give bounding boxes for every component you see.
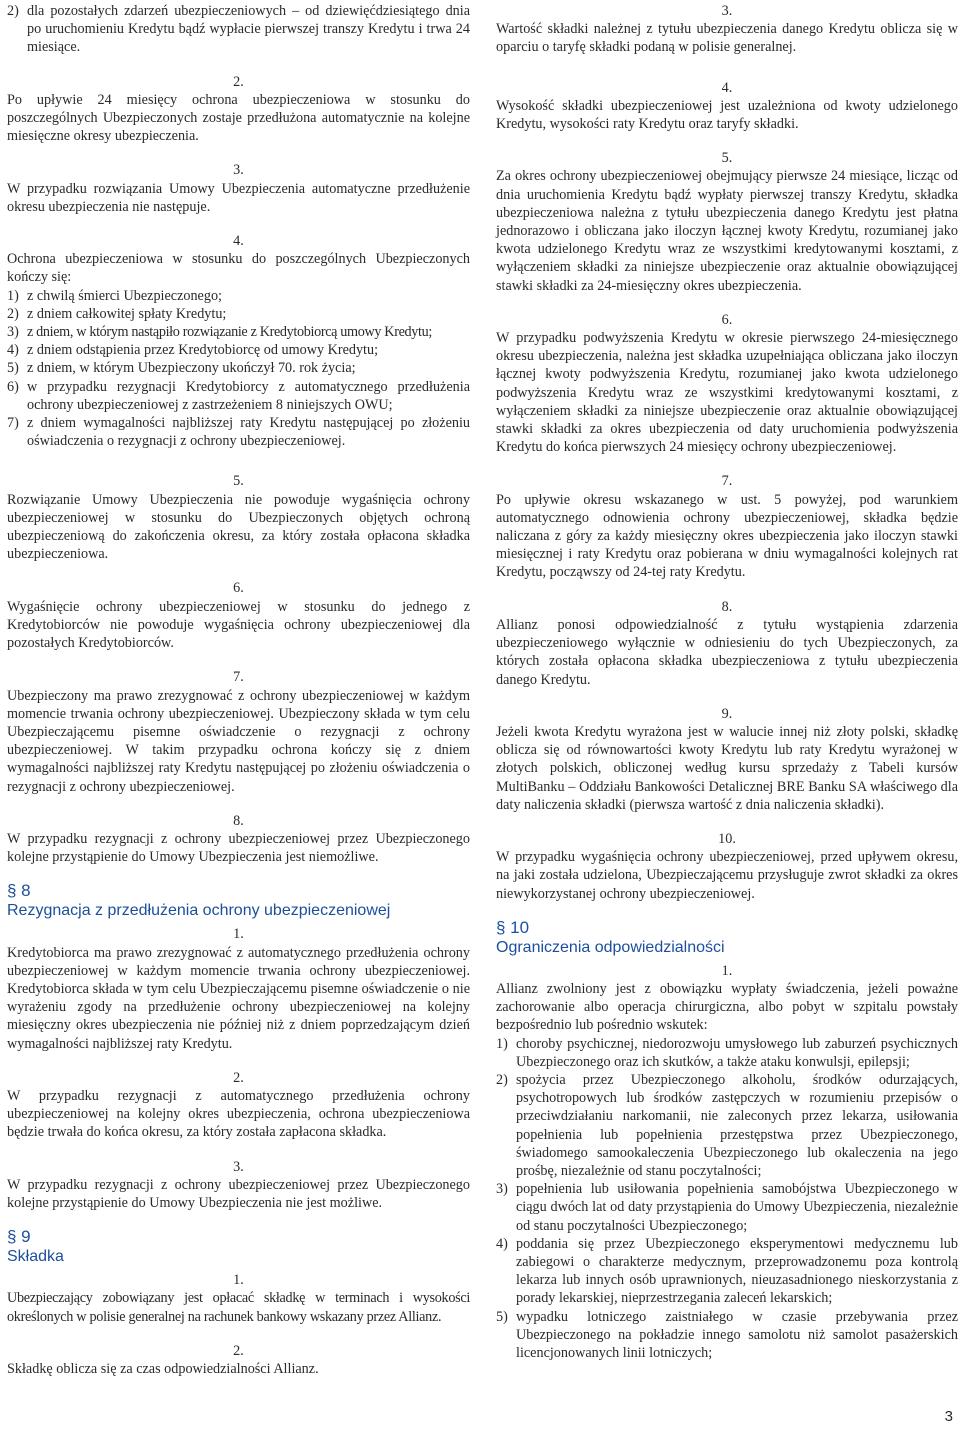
paragraph-text: W przypadku rezygnacji z ochrony ubezpieczeniowej przez Ubezpieczonego kolejne przystąpienie do Umowy Ubezpieczenia jest niemożliwe. <box>7 830 470 866</box>
paragraph-number: 9. <box>721 705 733 722</box>
item-text: z dniem wymagalności najbliższej raty Kredytu następującej po złożeniu oświadczenia o rezygnacji z ochrony ubezpieczeniowej. <box>27 415 470 450</box>
paragraph-text: Wysokość składki ubezpieczeniowej jest uzależniona od kwoty udzielonego Kredytu, wysokości raty Kredytu oraz taryfy składki. <box>496 97 958 133</box>
paragraph-text: Allianz zwolniony jest z obowiązku wypłaty świadczenia, jeżeli poważne zachorowanie albo operacja chirurgiczna, albo pobyt w szpitalu powstały bezpośrednio lub pośrednio wskutek: <box>496 980 958 1034</box>
paragraph-number: 1. <box>233 926 244 943</box>
paragraph-text: Allianz ponosi odpowiedzialność z tytułu wystąpienia zdarzenia ubezpieczeniowego wyłącznie w odniesieniu do tych Ubezpieczonych, za których została opłacona składka ubezpieczeniowa z tytułu ubezpieczenia danego Kredytu. <box>496 616 958 688</box>
section-heading <box>496 917 958 958</box>
paragraph <box>496 598 958 689</box>
list-item <box>7 341 470 359</box>
section-mark: § 8 <box>7 881 31 901</box>
paragraph-number: 1. <box>233 1272 244 1289</box>
list-item <box>496 1235 958 1308</box>
paragraph-number: 8. <box>233 812 244 829</box>
item-text: dla pozostałych zdarzeń ubezpieczeniowych – od dziewięćdziesiątego dnia po uruchomieniu Kredytu bądź wypłacie pierwszej transzy Kredytu i trwa 24 miesiące. <box>27 3 470 56</box>
paragraph <box>496 830 958 903</box>
item-marker: 2) <box>7 305 19 322</box>
left-column <box>7 2 470 1378</box>
list-item <box>7 287 470 305</box>
paragraph-number: 5. <box>721 150 733 167</box>
item-text: spożycia przez Ubezpieczonego alkoholu, środków odurzających, psychotropowych lub środków zastępczych w rozumieniu przepisów o przeciwdziałaniu narkomanii, nie zaleconych przez lekarza, usiłowania popełnienia lub popełnienia przestępstwa przez Ubezpieczonego, świadomego samookaleczenia Ubezpieczonego lub okaleczenia na jego prośbę, niezależnie od stanu poczytalności; <box>516 1071 958 1179</box>
paragraph-number: 3. <box>233 162 244 179</box>
paragraph-text: Składkę oblicza się za czas odpowiedzialności Allianz. <box>7 1360 319 1377</box>
item-text: choroby psychicznej, niedorozwoju umysłowego lub zaburzeń psychicznych Ubezpieczonego oraz ich skutków, a także ataku konwulsji, epilepsji; <box>516 1035 958 1070</box>
item-text: popełnienia lub usiłowania popełnienia samobójstwa Ubezpieczonego w ciągu dwóch lat od daty przystąpienia do Umowy Ubezpieczenia, niezależnie od stanu poczytalności Ubezpieczonego; <box>516 1181 958 1234</box>
paragraph <box>7 73 470 146</box>
page-number: 3 <box>944 1408 953 1425</box>
right-column <box>496 2 958 1362</box>
item-text: z dniem, w którym Ubezpieczony ukończył 70. rok życia; <box>27 360 356 377</box>
paragraph <box>7 1069 470 1142</box>
paragraph-number: 7. <box>233 669 244 686</box>
paragraph-text: Ochrona ubezpieczeniowa w stosunku do poszczególnych Ubezpieczonych kończy się: <box>7 251 470 286</box>
paragraph <box>7 1271 470 1326</box>
list-item <box>496 1308 958 1363</box>
paragraph <box>496 79 958 134</box>
list-item <box>7 359 470 377</box>
paragraph <box>496 149 958 295</box>
item-list <box>7 287 470 451</box>
item-text: z dniem odstąpienia przez Kredytobiorcę od umowy Kredytu; <box>27 342 379 359</box>
paragraph-text: Ubezpieczający zobowiązany jest opłacać składkę w terminach i wysokości określonych w polisie generalnej na rachunek bankowy wskazany przez Allianz. <box>7 1290 470 1325</box>
paragraph <box>496 311 958 457</box>
paragraph-text: Wartość składki należnej z tytułu ubezpieczenia danego Kredytu oblicza się w oparciu o taryfę składki podaną w polisie generalnej. <box>496 21 958 56</box>
section-heading <box>7 880 470 921</box>
paragraph <box>7 812 470 867</box>
paragraph <box>496 705 958 814</box>
list-item <box>496 1180 958 1235</box>
section-title: Ograniczenia odpowiedzialności <box>496 938 725 956</box>
paragraph-text: W przypadku rezygnacji z automatycznego przedłużenia ochrony ubezpieczeniowej na kolejny okres ubezpieczenia, ochrona ubezpieczeniowa będzie trwała do końca okresu, za który została zapłacona składka. <box>7 1087 470 1141</box>
paragraph-number: 4. <box>721 79 733 96</box>
item-text: z dniem całkowitej spłaty Kredytu; <box>27 305 227 322</box>
list-item <box>7 305 470 323</box>
paragraph-number: 5. <box>233 473 244 490</box>
paragraph <box>7 1158 470 1213</box>
paragraph-number: 2. <box>233 73 244 90</box>
paragraph <box>7 232 470 450</box>
paragraph <box>7 161 470 216</box>
item-marker: 4) <box>496 1235 508 1252</box>
paragraph-number: 6. <box>233 580 244 597</box>
paragraph <box>496 2 958 57</box>
item-marker: 2) <box>7 3 19 19</box>
item-text: w przypadku rezygnacji Kredytobiorcy z automatycznego przedłużenia ochrony ubezpieczeniowej z zastrzeżeniem 8 niniejszych OWU; <box>27 378 470 413</box>
list-item <box>7 378 470 414</box>
paragraph-text: W przypadku rozwiązania Umowy Ubezpieczenia automatyczne przedłużenie okresu ubezpieczenia nie następuje. <box>7 180 470 215</box>
section-mark: § 10 <box>496 917 530 937</box>
item-marker: 7) <box>7 415 19 432</box>
section-title: Składka <box>7 1248 64 1266</box>
item-marker: 1) <box>7 287 19 304</box>
list-item <box>496 1035 958 1071</box>
list-item <box>7 323 470 341</box>
section-mark: § 9 <box>7 1227 31 1247</box>
paragraph <box>7 472 470 563</box>
item-list <box>7 2 470 57</box>
item-marker: 3) <box>496 1181 508 1198</box>
paragraph <box>7 579 470 652</box>
list-item <box>496 1071 958 1180</box>
paragraph-text: W przypadku wygaśnięcia ochrony ubezpieczeniowej, przed upływem okresu, na jaki została udzielona, Ubezpieczającemu przysługuje zwrot składki za okres niewykorzystanej ochrony ubezpieczeniowej. <box>496 849 958 902</box>
list-item <box>7 414 470 450</box>
paragraph-number: 2. <box>233 1069 244 1086</box>
paragraph-number: 2. <box>233 1342 244 1359</box>
paragraph <box>496 962 958 1362</box>
paragraph <box>7 668 470 795</box>
paragraph-number: 3. <box>233 1158 244 1175</box>
paragraph-text: Jeżeli kwota Kredytu wyrażona jest w walucie innej niż złoty polski, składkę oblicza się od równowartości kwoty Kredytu lub raty Kredytu wyrażonej w złotych polskich, obliczonej według kursu sprzedaży z Tabeli kursów MultiBanku – Oddziału Bankowości Detalicznej BRE Banku SA właściwego dla daty naliczenia składki (pierwsza wartość z dnia naliczenia składki). <box>496 723 958 813</box>
paragraph <box>7 1342 470 1378</box>
item-marker: 3) <box>7 324 19 341</box>
paragraph-text: Wygaśnięcie ochrony ubezpieczeniowej w stosunku do jednego z Kredytobiorców nie powoduje wygaśnięcia ochrony ubezpieczeniowej dla pozostałych Kredytobiorców. <box>7 598 470 652</box>
paragraph-number: 4. <box>233 233 244 250</box>
paragraph-number: 8. <box>721 598 733 615</box>
item-text: poddania się przez Ubezpieczonego eksperymentowi medycznemu lub zabiegowi o charakterze medycznym, przeprowadzonemu poza kontrolą lekarza lub innych osób uprawnionych, nieuzasadnionego nieskorzystania z porady lekarskiej, nieprzestrzegania zaleceń lekarskich; <box>516 1235 958 1307</box>
item-text: z dniem, w którym nastąpiło rozwiązanie z Kredytobiorcą umowy Kredytu; <box>27 324 432 341</box>
paragraph-number: 10. <box>718 830 736 847</box>
paragraph-number: 1. <box>721 962 733 979</box>
paragraph-text: Po upływie okresu wskazanego w ust. 5 powyżej, pod warunkiem automatycznego odnowienia ochrony ubezpieczeniowej, składka będzie naliczana z góry za każdy miesięczny okres ubezpieczenia jako iloczyn stawki miesięcznej i raty Kredytu oraz pobierana w dniu wymagalności kolejnych rat Kredytu, począwszy od 24-tej raty Kredytu. <box>496 491 958 581</box>
item-text: z chwilą śmierci Ubezpieczonego; <box>27 287 222 304</box>
item-text: wypadku lotniczego zaistniałego w czasie przebywania przez Ubezpieczonego na pokładzie innego samolotu niż samolot pasażerskich licencjonowanych linii lotniczych; <box>516 1308 958 1361</box>
list-item <box>7 2 470 57</box>
paragraph-text: Za okres ochrony ubezpieczeniowej obejmujący pierwsze 24 miesiące, licząc od dnia uruchomienia Kredytu bądź wypłaty pierwszej transzy Kredytu, składka ubezpieczeniowa należna z tytułu ubezpieczenia danego Kredytu jest płatna jednorazowo i obliczana jako iloczyn łącznej kwoty Kredytu, rozumianej jako kwota udzielonego Kredytu wraz ze wszystkimi kredytowanymi kosztami, z wyłączeniem składki za niniejsze ubezpieczenie oraz aktualnie obowiązującej stawki składki za 24-miesięczny okres ubezpieczenia. <box>496 168 958 294</box>
item-list <box>496 1035 958 1363</box>
section-title: Rezygnacja z przedłużenia ochrony ubezpieczeniowej <box>7 902 391 920</box>
paragraph-number: 7. <box>721 473 733 490</box>
item-marker: 1) <box>496 1035 508 1052</box>
paragraph-text: Ubezpieczony ma prawo zrezygnować z ochrony ubezpieczeniowej w każdym momencie trwania ochrony ubezpieczeniowej. Ubezpieczony składa w tym celu Ubezpieczającemu pisemne oświadczenie o rezygnacji z ochrony ubezpieczeniowej. W takim przypadku ochrona kończy się z dniem wymagalności najbliższej raty Kredytu następującej po złożeniu oświadczenia o rezygnacji z ochrony ubezpieczeniowej. <box>7 687 470 795</box>
paragraph-number: 6. <box>721 311 733 328</box>
paragraph-text: Rozwiązanie Umowy Ubezpieczenia nie powoduje wygaśnięcia ochrony ubezpieczeniowej w stosunku do Ubezpieczonych objętych ochroną ubezpieczeniową do zakończenia okresu, za który została opłacona składka ubezpieczeniowa. <box>7 491 470 563</box>
paragraph <box>7 925 470 1052</box>
item-marker: 5) <box>7 360 19 377</box>
paragraph-text: W przypadku rezygnacji z ochrony ubezpieczeniowej przez Ubezpieczonego kolejne przystąpienie do Umowy Ubezpieczenia nie jest możliwe. <box>7 1176 470 1211</box>
paragraph-text: Kredytobiorca ma prawo zrezygnować z automatycznego przedłużenia ochrony ubezpieczeniowej w każdym momencie trwania ochrony ubezpieczeniowej. Kredytobiorca składa w tym celu Ubezpieczającemu pisemne oświadczenie o nie wyrażeniu zgody na przedłużenie ochrony ubezpieczeniowej na kolejny miesięczny okres ubezpieczenia nie później niż z dniem poprzedzającym dzień wymagalności najbliższej raty Kredytu. <box>7 944 470 1052</box>
item-marker: 4) <box>7 342 19 359</box>
item-marker: 2) <box>496 1071 508 1088</box>
paragraph-text: W przypadku podwyższenia Kredytu w okresie pierwszego 24-miesięcznego okresu ubezpieczenia, należna jest składka uzupełniająca obliczana jako iloczyn łącznej kwoty podwyższenia Kredytu, rozumianej jako kwota udzielonego podwyższenia Kredytu wraz ze wszystkimi kredytowanymi kosztami, z wyłączeniem składki za niniejsze ubezpieczenie oraz aktualnie obowiązującej stawki składki za okres ubezpieczenia od daty uruchomienia podwyższenia Kredytu do końca pierwszych 24 miesięcy ochrony ubezpieczeniowej. <box>496 330 958 456</box>
item-marker: 5) <box>496 1308 508 1325</box>
paragraph-number: 3. <box>721 3 733 19</box>
list-continuation <box>7 2 470 57</box>
paragraph <box>496 472 958 581</box>
paragraph-text: Po upływie 24 miesięcy ochrona ubezpieczeniowa w stosunku do poszczególnych Ubezpieczonych zostaje przedłużona automatycznie na kolejne miesięczne okresy ubezpieczenia. <box>7 91 470 145</box>
section-heading <box>7 1226 470 1267</box>
item-marker: 6) <box>7 378 19 395</box>
